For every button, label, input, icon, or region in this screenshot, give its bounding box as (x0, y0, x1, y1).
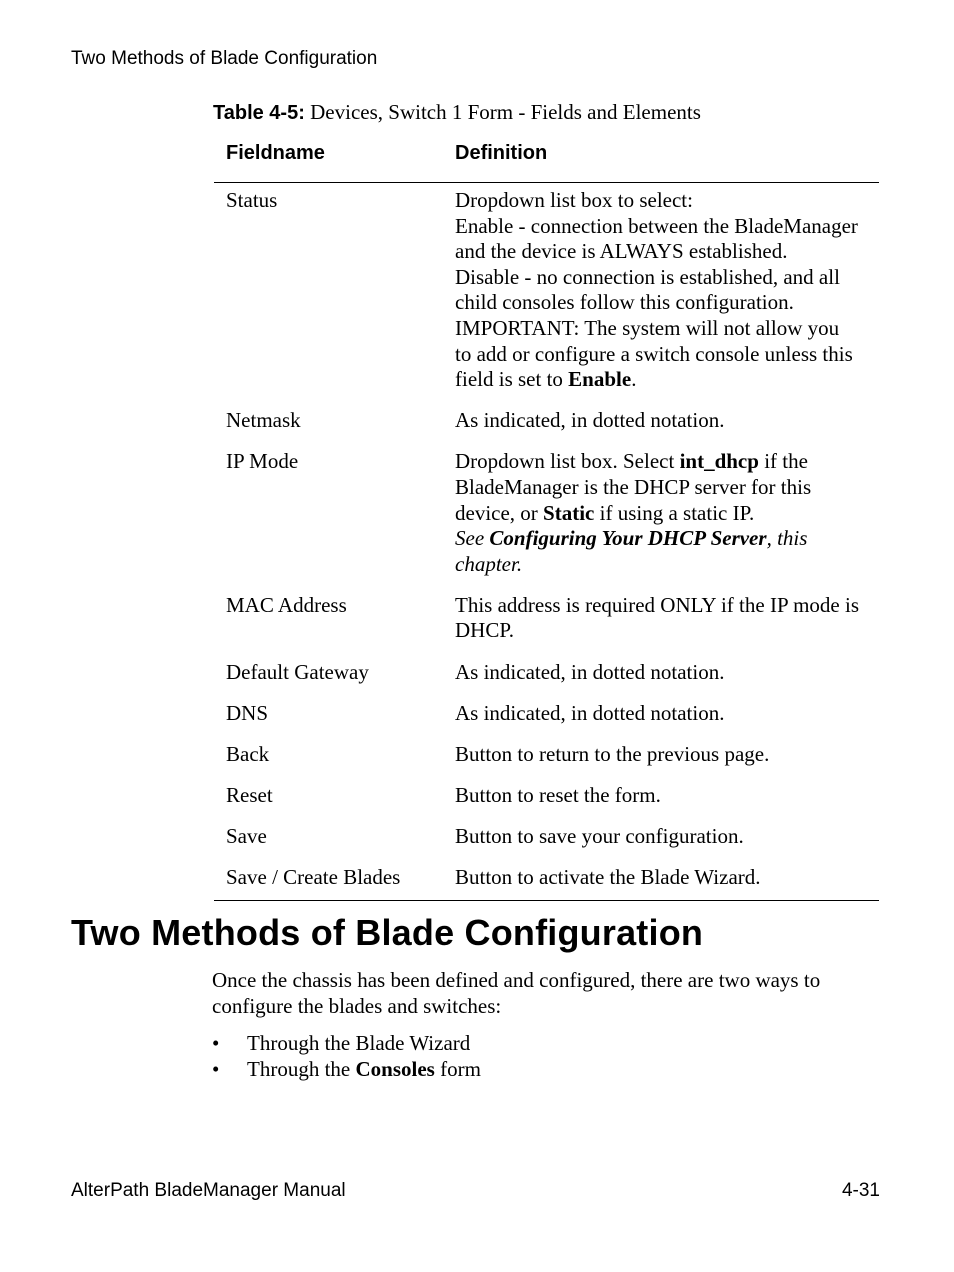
table-row-save (214, 824, 879, 850)
table-caption (213, 100, 701, 125)
intro-line: Once the chassis has been defined and configured, there are two ways to (212, 968, 821, 992)
table-row-ip-mode (214, 449, 879, 577)
bold-run: int_dhcp (679, 449, 759, 474)
list-item (212, 1030, 481, 1056)
intro-line: configure the blades and switches: (212, 993, 502, 1018)
bold-run: Enable (568, 367, 632, 392)
definition-line: This address is required ONLY if the IP mode is (455, 592, 860, 617)
table-row-back (214, 742, 879, 768)
bullet-icon: • (212, 1031, 220, 1055)
text-run: form (434, 1057, 481, 1081)
field-definition: As indicated, in dotted notation. (455, 659, 725, 684)
definition-line (455, 526, 871, 552)
field-name: Netmask (226, 408, 301, 433)
field-definition: As indicated, in dotted notation. (455, 700, 725, 725)
list-item (212, 1056, 481, 1082)
table-caption-text: Devices, Switch 1 Form - Fields and Elements (310, 100, 701, 124)
field-name: Status (226, 188, 278, 212)
definition-line: chapter. (455, 551, 523, 576)
field-definition: Button to reset the form. (455, 782, 661, 807)
field-definition: Button to activate the Blade Wizard. (455, 864, 761, 889)
table-caption-label: Table 4-5: (213, 102, 305, 124)
cross-reference-link[interactable]: Configuring Your DHCP Server (489, 526, 767, 551)
field-definition: As indicated, in dotted notation. (455, 408, 725, 433)
table-row-status (214, 188, 879, 393)
header-definition: Definition (455, 142, 548, 164)
text-run: Dropdown list box. Select (455, 449, 680, 474)
field-name: Save / Create Blades (226, 864, 401, 889)
text-run: if the (758, 449, 808, 474)
footer-page-number: 4-31 (841, 1180, 880, 1201)
text-run: . (631, 367, 637, 392)
header-fieldname: Fieldname (226, 142, 325, 164)
field-definition (455, 593, 879, 644)
intro-paragraph (212, 968, 872, 1019)
definitions-table (214, 142, 879, 901)
bold-run: Static (543, 500, 595, 525)
definition-line: IMPORTANT: The system will not allow you (455, 315, 840, 340)
table-bottom-rule (214, 900, 879, 901)
list-item-text: Through the Blade Wizard (247, 1031, 471, 1055)
table-header (214, 142, 879, 183)
field-name: Save (226, 823, 267, 848)
field-name: Reset (226, 782, 273, 807)
definition-line: Disable - no connection is established, and all (455, 264, 840, 289)
list-item-text (247, 1056, 481, 1082)
definition-line (455, 367, 871, 393)
section-heading: Two Methods of Blade Configuration (71, 912, 704, 953)
text-run: Through the (247, 1057, 356, 1081)
table-row-dns (214, 701, 879, 727)
bullet-icon: • (212, 1057, 220, 1081)
footer-manual-title: AlterPath BladeManager Manual (71, 1180, 346, 1201)
definition-line: Dropdown list box to select: (455, 188, 693, 212)
text-run: See (455, 526, 490, 551)
text-run: device, or (455, 500, 544, 525)
field-definition (455, 449, 879, 577)
definition-line: Enable - connection between the BladeManager (455, 213, 858, 238)
definition-line (455, 449, 871, 475)
field-name: Default Gateway (226, 659, 369, 684)
field-definition: Button to save your configuration. (455, 823, 744, 848)
field-definition (455, 188, 879, 393)
table-body (214, 183, 879, 891)
definition-line (455, 501, 871, 527)
definition-line: child consoles follow this configuration. (455, 290, 794, 315)
field-name: DNS (226, 700, 269, 725)
table-row-default-gateway (214, 660, 879, 686)
running-header: Two Methods of Blade Configuration (71, 48, 378, 69)
definition-line: BladeManager is the DHCP server for this (455, 474, 812, 499)
table-row-mac-address (214, 593, 879, 644)
bold-run: Consoles (355, 1057, 435, 1081)
definition-line: DHCP. (455, 618, 514, 643)
table-row-save-create-blades (214, 865, 879, 891)
methods-list (212, 1030, 481, 1082)
text-run: , this (766, 526, 808, 551)
table-row-netmask (214, 408, 879, 434)
definition-line: to add or configure a switch console unless this (455, 341, 853, 366)
text-run: if using a static IP. (594, 500, 755, 525)
definition-line: and the device is ALWAYS established. (455, 239, 788, 264)
field-definition: Button to return to the previous page. (455, 741, 770, 766)
field-name: Back (226, 741, 270, 766)
table-row-reset (214, 783, 879, 809)
field-name: IP Mode (226, 449, 299, 474)
field-name: MAC Address (226, 592, 347, 617)
text-run: field is set to (455, 367, 569, 392)
